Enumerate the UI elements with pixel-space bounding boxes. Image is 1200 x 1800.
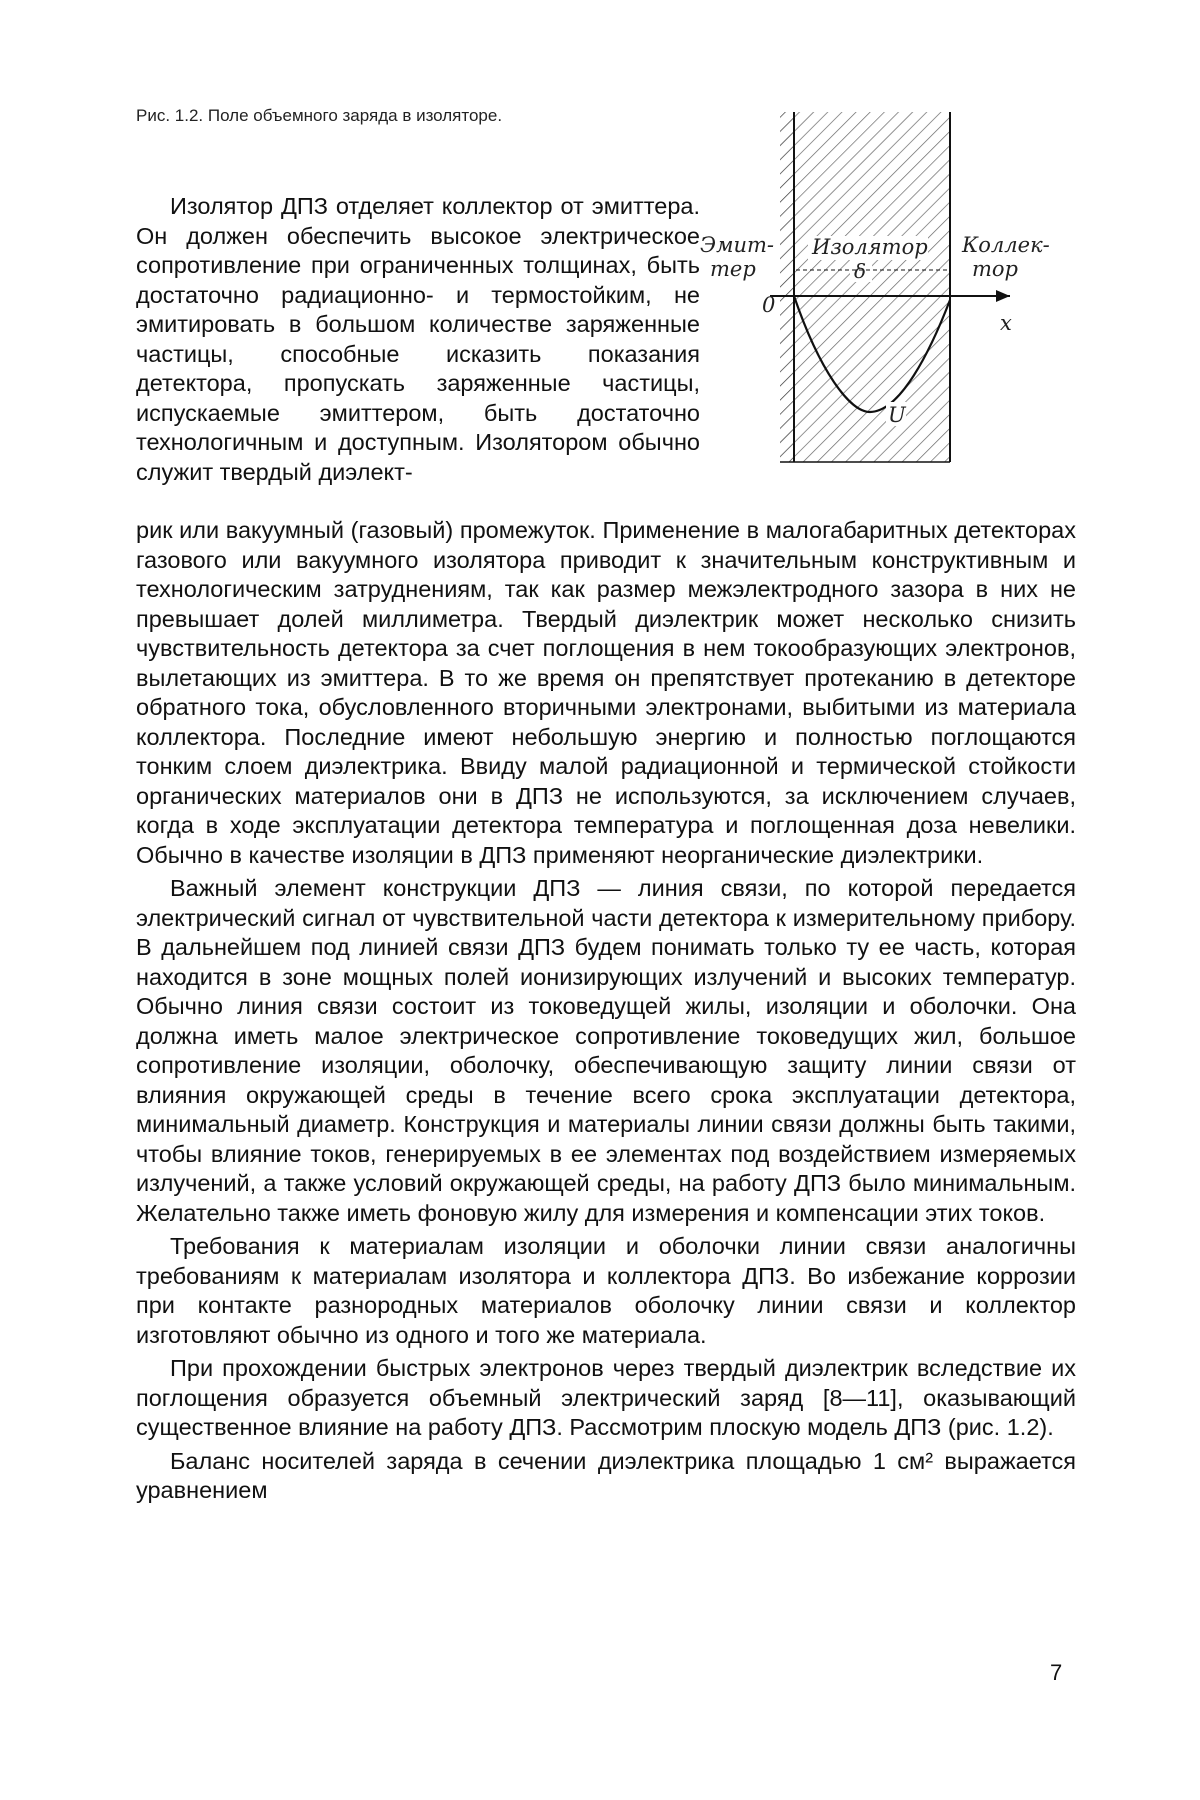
label-u: U	[888, 403, 906, 427]
label-insulator: Изолятор	[812, 235, 928, 259]
paragraph-4: При прохождении быстрых электронов через твердый диэлектрик вследствие их поглощения образуется объемный электрический заряд [8—11], оказывающий существенное влияние на работу ДПЗ. Рассмотрим плоскую модель ДПЗ (рис. 1.2).	[136, 1355, 1076, 1440]
label-collector-2: тор	[972, 257, 1018, 281]
body-text	[136, 516, 1076, 1506]
paragraph-1: рик или вакуумный (газовый) промежуток. Применение в малогабаритных детекторах газового или вакуумного изолятора приводит к значительным конструктивным и технологическим затруднениям, так как размер межэлектродного зазора в них не превышает долей миллиметра. Твердый диэлектрик может несколько снизить чувствительность детектора за счет поглощения в нем токообразующих электронов, вылетающих из эмиттера. В то же время он препятствует протеканию в детекторе обратного тока, обусловленного вторичными электронами, выбитыми из материала коллектора. Последние имеют небольшую энергию и полностью поглощаются тонким слоем диэлектрика. Ввиду малой радиационной и термической стойкости органических материалов они в ДПЗ не используются, за исключением случаев, когда в ходе эксплуатации детектора температура и поглощенная доза невелики. Обычно в качестве изоляции в ДПЗ применяют неорганические диэлектрики.	[136, 517, 1076, 868]
paragraph-3: Требования к материалам изоляции и оболочки линии связи аналогичны требованиям к материалам изолятора и коллектора ДПЗ. Во избежание коррозии при контакте разнородных материалов оболочку линии связи и коллектор изготовляют обычно из одного и того же материала.	[136, 1233, 1076, 1348]
page-number: 7	[1050, 1660, 1063, 1685]
label-emitter-2: тер	[710, 257, 756, 281]
lead-paragraph: Изолятор ДПЗ отделяет коллектор от эмиттера. Он должен обеспечить высокое электрическое сопротивление при ограниченных толщинах, быть достаточно радиационно- и термостойким, не эмитировать в большом количестве заряженные частицы, способные исказить показания детектора, пропускать заряженные частицы, испускаемые эмиттером, быть достаточно технологичным и доступным. Изолятором обычно служит твердый диэлект-	[136, 193, 700, 485]
label-delta: δ	[854, 259, 867, 283]
label-collector-1: Коллек-	[962, 233, 1050, 257]
emitter-hatch	[780, 112, 794, 462]
paragraph-5: Баланс носителей заряда в сечении диэлектрика площадью 1 см² выражается уравнением	[136, 1447, 1076, 1503]
insulator-hatch	[794, 112, 950, 462]
label-emitter-1: Эмит-	[700, 233, 775, 257]
figure-caption: Рис. 1.2. Поле объемного заряда в изоляторе.	[136, 106, 503, 125]
label-x: x	[1000, 311, 1012, 335]
paragraph-2: Важный элемент конструкции ДПЗ — линия связи, по которой передается электрический сигнал от чувствительной части детектора к измерительному прибору. В дальнейшем под линией связи ДПЗ будем понимать только ту ее часть, которая находится в зоне мощных полей ионизирующих излучений и высоких температур. Обычно линия связи состоит из токоведущей жилы, изоляции и оболочки. Она должна иметь малое электрическое сопротивление токоведущих жил, большое сопротивление изоляции, оболочку, обеспечивающую защиту линии связи от влияния окружающей среды в течение всего срока эксплуатации детектора, минимальный диаметр. Конструкция и материалы линии связи должны быть такими, чтобы влияние токов, генерируемых в ее элементах под воздействием измеряемых излучений, а также условий окружающей среды, на работу ДПЗ было минимальным. Желательно также иметь фоновую жилу для измерения и компенсации этих токов.	[136, 875, 1076, 1226]
space-charge-figure	[700, 112, 1100, 472]
lead-text	[136, 192, 700, 487]
label-origin: 0	[762, 293, 776, 317]
x-axis-arrow	[996, 290, 1010, 302]
